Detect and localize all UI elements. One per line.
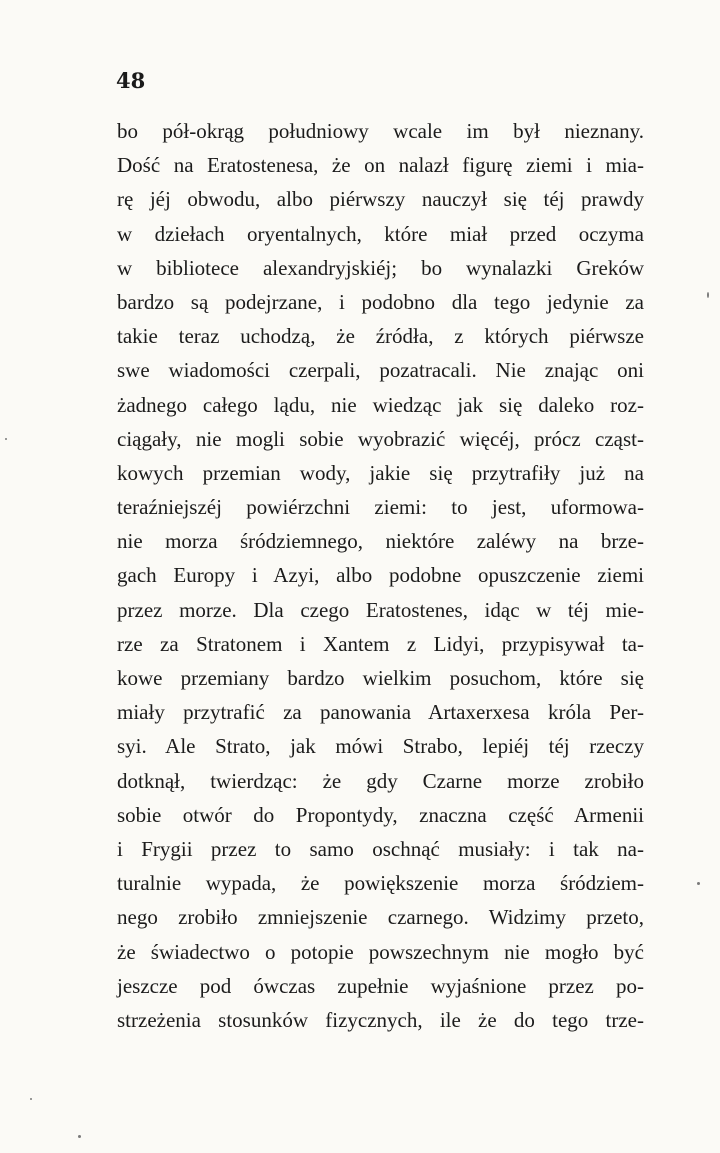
paper-speck [78,1135,81,1138]
text-line: miały przytrafić za panowania Artaxerxesa króla Per- [117,700,644,725]
text-line: rę jéj obwodu, albo piérwszy nauczył się téj prawdy [117,187,644,212]
paper-speck [30,1098,32,1100]
paper-speck [707,292,709,298]
text-line: dotknął, twierdząc: że gdy Czarne morze zrobiło [117,768,644,793]
text-line: nego zrobiło zmniejszenie czarnego. Widzimy przeto, [117,905,644,930]
text-line: nie morza śródziemnego, niektóre zaléwy na brze- [117,529,644,554]
page-number: 48 [116,68,146,93]
text-line: w dziełach oryentalnych, które miał przed oczyma [117,221,644,246]
text-line: teraźniejszéj powiérzchni ziemi: to jest, uformowa- [117,495,644,520]
text-line: ciągały, nie mogli sobie wyobrazić więcéj, prócz cząst- [117,426,644,451]
text-line: syi. Ale Strato, jak mówi Strabo, lepiéj téj rzeczy [117,734,644,759]
text-line: takie teraz uchodzą, że źródła, z których piérwsze [117,324,644,349]
paper-speck [5,438,7,440]
paper-speck [697,882,700,885]
text-line: kowych przemian wody, jakie się przytrafiły już na [117,460,644,485]
text-line: bardzo są podejrzane, i podobno dla tego jedynie za [117,289,644,314]
body-text [117,114,644,1037]
text-line: jeszcze pod ówczas zupełnie wyjaśnione przez po- [117,973,644,998]
text-line: sobie otwór do Propontydy, znaczna część Armenii [117,802,644,827]
text-line: i Frygii przez to samo oschnąć musiały: i tak na- [117,836,644,861]
text-line: Dość na Eratostenesa, że on nalazł figurę ziemi i mia- [117,153,644,178]
text-line: bo pół-okrąg południowy wcale im był nieznany. [117,119,644,143]
text-line: swe wiadomości czerpali, pozatracali. Nie znając oni [117,358,644,383]
text-line: rze za Stratonem i Xantem z Lidyi, przypisywał ta- [117,631,644,656]
text-line: kowe przemiany bardzo wielkim posuchom, które się [117,666,644,690]
text-line: żadnego całego lądu, nie wiedząc jak się daleko roz- [117,392,644,417]
text-line: w bibliotece alexandryjskiéj; bo wynalazki Greków [117,255,644,280]
text-line: gach Europy i Azyi, albo podobne opuszczenie ziemi [117,563,644,588]
text-line: turalnie wypada, że powiększenie morza śródziem- [117,871,644,896]
text-line: przez morze. Dla czego Eratostenes, idąc w téj mie- [117,597,644,622]
text-line: strzeżenia stosunków fizycznych, ile że do tego trze- [117,1007,644,1032]
text-line: że świadectwo o potopie powszechnym nie mogło być [117,939,644,964]
